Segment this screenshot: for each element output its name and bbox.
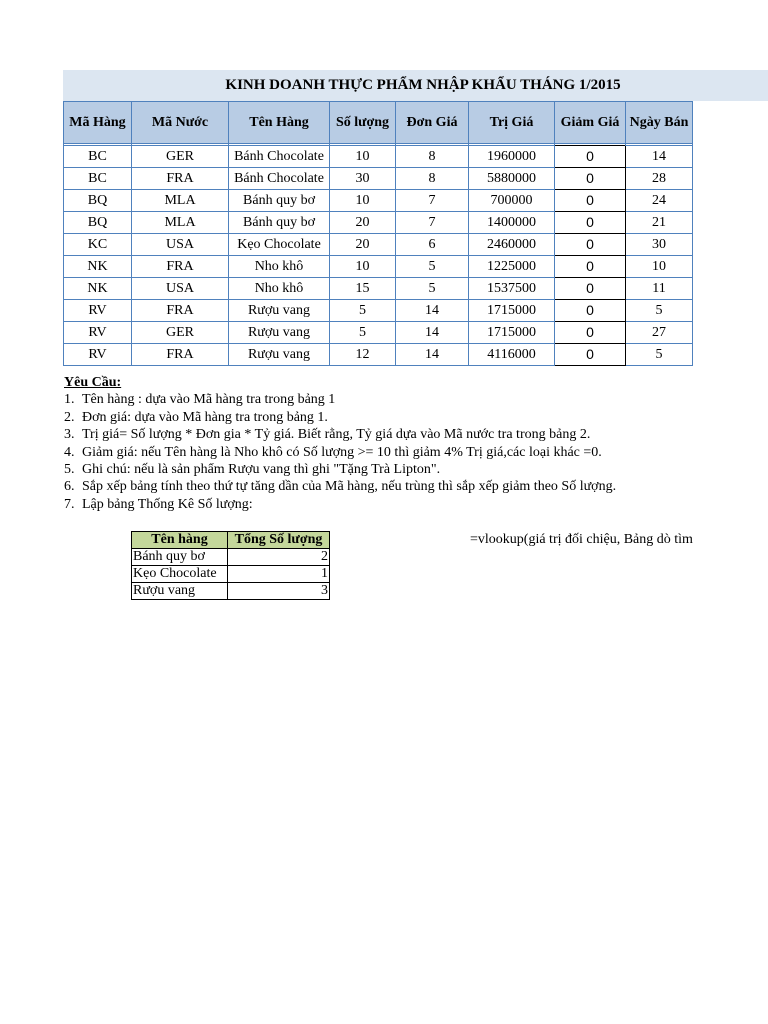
table-row (64, 278, 693, 300)
table-cell[interactable]: GER (132, 146, 229, 168)
table-cell[interactable]: 4116000 (469, 344, 555, 366)
table-cell[interactable]: 8 (396, 146, 469, 168)
column-header[interactable]: Đơn Giá (396, 102, 469, 144)
requirement-item (64, 496, 754, 513)
table-cell[interactable]: 0 (555, 146, 626, 168)
requirement-item (64, 461, 754, 478)
table-cell[interactable]: 10 (330, 146, 396, 168)
stats-row (132, 549, 330, 566)
table-cell[interactable]: 5 (626, 344, 693, 366)
column-header[interactable]: Mã Hàng (64, 102, 132, 144)
requirement-number: 7. (64, 496, 75, 512)
table-row (64, 168, 693, 190)
requirements-section (64, 374, 754, 513)
table-cell[interactable]: Nho khô (229, 278, 330, 300)
column-header[interactable]: Tổng Số lượng (228, 532, 330, 549)
table-row (64, 212, 693, 234)
requirement-number: 6. (64, 479, 75, 495)
table-cell[interactable]: 21 (626, 212, 693, 234)
table-cell[interactable]: 30 (330, 168, 396, 190)
stats-table (131, 531, 330, 600)
table-cell[interactable]: 8 (396, 168, 469, 190)
table-cell[interactable]: BC (64, 146, 132, 168)
requirement-text: Sắp xếp bảng tính theo thứ tự tăng dần của Mã hàng, nếu trùng thì sắp xếp giảm theo Số lượng. (82, 479, 617, 495)
stats-cell[interactable]: 3 (228, 583, 330, 600)
table-cell[interactable]: FRA (132, 168, 229, 190)
table-cell[interactable]: Nho khô (229, 256, 330, 278)
table-cell[interactable]: 700000 (469, 190, 555, 212)
table-cell[interactable]: 11 (626, 278, 693, 300)
table-cell[interactable]: 0 (555, 256, 626, 278)
sales-table (63, 101, 693, 366)
stats-cell[interactable]: Kẹo Chocolate (132, 566, 228, 583)
table-cell[interactable]: 0 (555, 234, 626, 256)
table-cell[interactable]: 1225000 (469, 256, 555, 278)
table-cell[interactable]: 10 (330, 256, 396, 278)
requirement-text: Đơn giá: dựa vào Mã hàng tra trong bảng 1. (82, 409, 328, 425)
table-cell[interactable]: 5880000 (469, 168, 555, 190)
stats-row (132, 583, 330, 600)
table-cell[interactable]: 10 (626, 256, 693, 278)
table-cell[interactable]: 27 (626, 322, 693, 344)
table-cell[interactable]: 7 (396, 190, 469, 212)
requirement-text: Lập bảng Thống Kê Số lượng: (82, 496, 253, 512)
column-header[interactable]: Tên Hàng (229, 102, 330, 144)
table-cell[interactable]: 1400000 (469, 212, 555, 234)
table-cell[interactable]: 1715000 (469, 300, 555, 322)
stats-cell[interactable]: Bánh quy bơ (132, 549, 228, 566)
table-cell[interactable]: Bánh quy bơ (229, 212, 330, 234)
table-cell[interactable]: 14 (396, 322, 469, 344)
stats-cell[interactable]: 2 (228, 549, 330, 566)
requirement-number: 1. (64, 392, 75, 408)
table-cell[interactable]: 5 (626, 300, 693, 322)
table-row (64, 256, 693, 278)
requirement-text: Tên hàng : dựa vào Mã hàng tra trong bảng 1 (82, 392, 336, 408)
table-cell[interactable]: USA (132, 234, 229, 256)
requirement-text: Ghi chú: nếu là sản phẩm Rượu vang thì ghi "Tặng Trà Lipton". (82, 462, 441, 478)
column-header[interactable]: Trị Giá (469, 102, 555, 144)
requirements-heading: Yêu Cầu: (64, 375, 122, 390)
table-cell[interactable]: 1960000 (469, 146, 555, 168)
table-cell[interactable]: FRA (132, 344, 229, 366)
table-cell[interactable]: Rượu vang (229, 300, 330, 322)
table-cell[interactable]: 0 (555, 212, 626, 234)
table-cell[interactable]: 0 (555, 278, 626, 300)
table-cell[interactable]: 5 (330, 300, 396, 322)
table-cell[interactable]: 1715000 (469, 322, 555, 344)
table-row (64, 344, 693, 366)
table-cell[interactable]: 7 (396, 212, 469, 234)
requirement-text: Trị giá= Số lượng * Đơn gia * Tỷ giá. Biết rằng, Tỷ giá dựa vào Mã nước tra trong bảng 2. (82, 427, 591, 443)
requirement-number: 5. (64, 462, 75, 478)
table-cell[interactable]: USA (132, 278, 229, 300)
requirement-number: 4. (64, 444, 75, 460)
table-row (64, 322, 693, 344)
column-header[interactable]: Ngày Bán (626, 102, 693, 144)
table-cell[interactable]: 20 (330, 234, 396, 256)
requirement-number: 3. (64, 427, 75, 443)
table-cell[interactable]: Rượu vang (229, 344, 330, 366)
table-cell[interactable]: 20 (330, 212, 396, 234)
table-cell[interactable]: 6 (396, 234, 469, 256)
table-cell[interactable]: 15 (330, 278, 396, 300)
table-cell[interactable]: RV (64, 344, 132, 366)
table-cell[interactable]: NK (64, 278, 132, 300)
table-cell[interactable]: 5 (396, 256, 469, 278)
table-cell[interactable]: 0 (555, 168, 626, 190)
table-cell[interactable]: 0 (555, 322, 626, 344)
table-cell[interactable]: 1537500 (469, 278, 555, 300)
table-cell[interactable]: NK (64, 256, 132, 278)
table-cell[interactable]: Kẹo Chocolate (229, 234, 330, 256)
table-cell[interactable]: RV (64, 300, 132, 322)
table-cell[interactable]: 14 (396, 300, 469, 322)
table-cell[interactable]: 14 (396, 344, 469, 366)
formula-note: =vlookup(giá trị đối chiệu, Bảng dò tìm (470, 532, 693, 547)
column-header[interactable]: Mã Nước (132, 102, 229, 144)
table-cell[interactable]: BC (64, 168, 132, 190)
table-cell[interactable]: BQ (64, 212, 132, 234)
table-cell[interactable]: MLA (132, 212, 229, 234)
requirement-item (64, 409, 754, 426)
table-cell[interactable]: 0 (555, 344, 626, 366)
table-cell[interactable]: 24 (626, 190, 693, 212)
column-header[interactable]: Tên hàng (132, 532, 228, 549)
table-cell[interactable]: RV (64, 322, 132, 344)
sheet-title: KINH DOANH THỰC PHẨM NHẬP KHẨU THÁNG 1/2015 (225, 77, 621, 93)
table-cell[interactable]: 5 (330, 322, 396, 344)
table-cell[interactable]: FRA (132, 300, 229, 322)
table-cell[interactable]: 5 (396, 278, 469, 300)
table-cell[interactable]: MLA (132, 190, 229, 212)
table-cell[interactable]: 28 (626, 168, 693, 190)
table-cell[interactable]: Bánh quy bơ (229, 190, 330, 212)
table-cell[interactable]: Rượu vang (229, 322, 330, 344)
table-cell[interactable]: 12 (330, 344, 396, 366)
column-header[interactable]: Giảm Giá (555, 102, 626, 144)
stats-cell[interactable]: 1 (228, 566, 330, 583)
table-cell[interactable]: 0 (555, 190, 626, 212)
table-cell[interactable]: 30 (626, 234, 693, 256)
requirement-item (64, 444, 754, 461)
stats-row (132, 566, 330, 583)
table-cell[interactable]: FRA (132, 256, 229, 278)
table-row (64, 146, 693, 168)
stats-header-row (132, 532, 330, 549)
table-cell[interactable]: GER (132, 322, 229, 344)
requirement-item (64, 426, 754, 443)
table-header-row (64, 102, 693, 144)
table-cell[interactable]: Bánh Chocolate (229, 146, 330, 168)
table-cell[interactable]: BQ (64, 190, 132, 212)
table-row (64, 190, 693, 212)
table-cell[interactable]: 2460000 (469, 234, 555, 256)
stats-cell[interactable]: Rượu vang (132, 583, 228, 600)
requirement-text: Giảm giá: nếu Tên hàng là Nho khô có Số lượng >= 10 thì giảm 4% Trị giá,các loại khác =0. (82, 444, 602, 460)
table-row (64, 234, 693, 256)
table-cell[interactable]: 0 (555, 300, 626, 322)
table-row (64, 300, 693, 322)
column-header[interactable]: Số lượng (330, 102, 396, 144)
table-cell[interactable]: 14 (626, 146, 693, 168)
table-cell[interactable]: Bánh Chocolate (229, 168, 330, 190)
requirement-item (64, 478, 754, 495)
table-cell[interactable]: KC (64, 234, 132, 256)
requirement-number: 2. (64, 409, 75, 425)
table-cell[interactable]: 10 (330, 190, 396, 212)
requirement-item (64, 391, 754, 408)
